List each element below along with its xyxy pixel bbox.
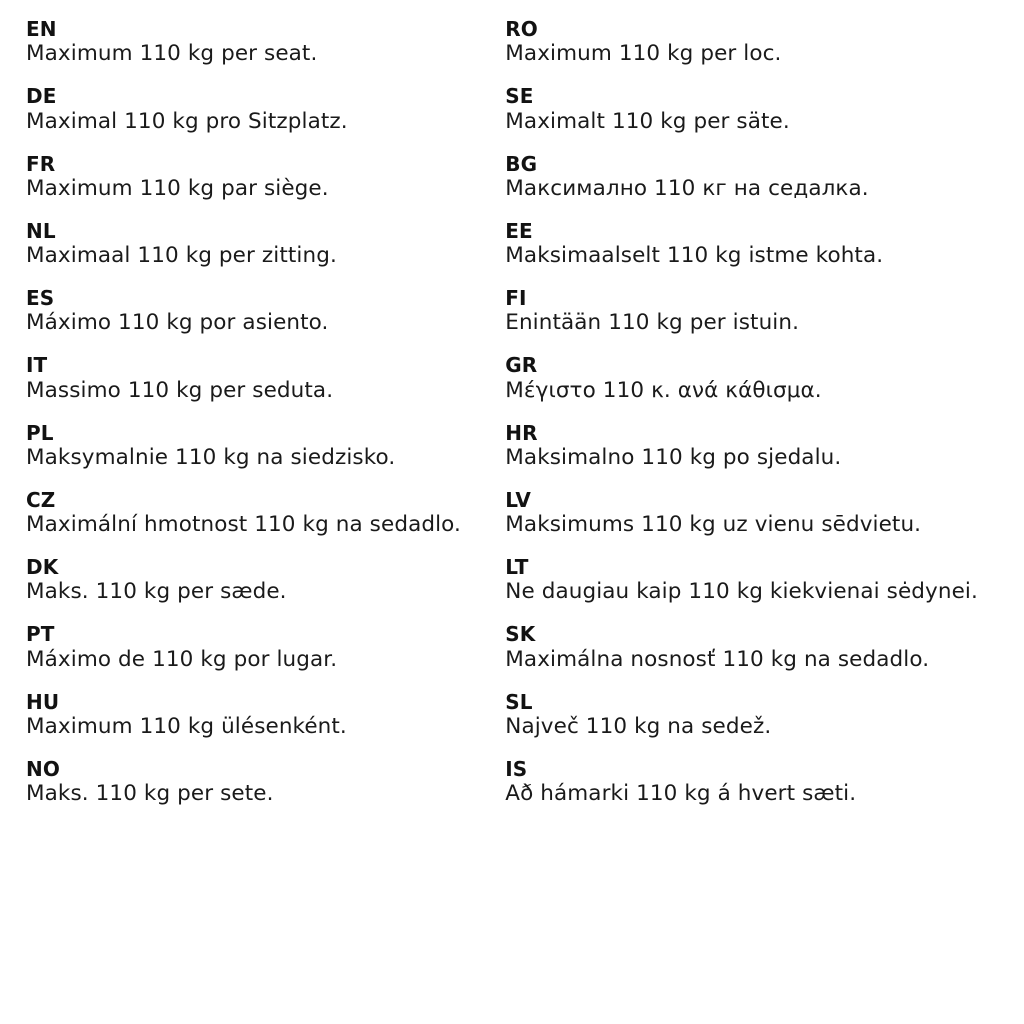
language-entry [505,556,998,605]
language-entry [505,220,998,269]
language-text: Maximalt 110 kg per säte. [505,108,790,134]
language-text: Maksimalno 110 kg po sjedalu. [505,444,842,470]
language-text: Maximum 110 kg per seat. [26,41,318,67]
language-entry [26,623,499,672]
language-code: DK [26,555,59,579]
language-entry [505,18,998,67]
language-entry [505,354,998,403]
language-entry [26,18,499,67]
language-entry [26,556,499,605]
language-code: IT [26,353,48,378]
language-code: CZ [26,487,56,512]
language-text: Maksymalnie 110 kg na siedzisko. [26,444,396,470]
language-code: PL [26,420,54,445]
language-entry [26,691,499,740]
language-text: Maksimums 110 kg uz vienu sēdvietu. [505,512,922,538]
language-entry [26,220,499,269]
language-text: Máximo de 110 kg por lugar. [26,646,338,672]
language-text: Maximální hmotnost 110 kg na sedadlo. [26,512,461,538]
language-entry [505,691,998,740]
language-code: ES [26,286,55,310]
language-entry [505,489,998,538]
language-text: Максимално 110 кг на седалка. [505,175,869,201]
language-entry [505,422,998,471]
language-entry [26,153,499,202]
language-code: SL [505,689,533,714]
language-entry [505,623,998,672]
language-code: LT [505,555,529,579]
language-text: Máximo 110 kg por asiento. [26,310,329,336]
language-text: Maximal 110 kg pro Sitzplatz. [26,108,348,134]
language-text: Maximum 110 kg per loc. [505,41,782,67]
language-code: FR [26,151,56,176]
language-entry [26,85,499,134]
language-code: RO [505,17,538,41]
language-text: Maks. 110 kg per sæde. [26,579,287,605]
language-entry [505,85,998,134]
language-text: Ne daugiau kaip 110 kg kiekvienai sėdynei. [505,579,978,605]
language-code: SK [505,622,536,647]
language-code: FI [505,286,527,310]
language-code: DE [26,84,57,109]
language-code: IS [505,756,528,781]
language-entry [505,153,998,202]
language-text: Enintään 110 kg per istuin. [505,310,800,336]
language-text: Maks. 110 kg per sete. [26,781,274,807]
language-text: Maximum 110 kg par siège. [26,175,329,201]
language-text: Maximum 110 kg ülésenként. [26,713,347,739]
language-entry [26,422,499,471]
language-code: GR [505,353,538,378]
language-code: EN [26,17,57,41]
language-entry [26,758,499,807]
language-code: BG [505,151,538,176]
language-text: Massimo 110 kg per seduta. [26,377,334,403]
language-code: NL [26,218,56,243]
language-entry [505,758,998,807]
language-code: HR [505,420,538,445]
language-text: Maksimaalselt 110 kg istme kohta. [505,243,884,269]
language-code: NO [26,756,60,781]
language-entry [26,489,499,538]
language-entry [26,354,499,403]
language-column-left [26,18,505,807]
language-text: Maximálna nosnosť 110 kg na sedadlo. [505,646,930,672]
language-entry [505,287,998,336]
language-code: LV [505,487,531,512]
language-text: Að hámarki 110 kg á hvert sæti. [505,781,857,807]
language-text: Maximaal 110 kg per zitting. [26,243,337,269]
language-column-right [505,18,998,807]
language-code: EE [505,218,533,243]
language-code: HU [26,689,60,714]
language-code: PT [26,622,55,647]
language-text: Največ 110 kg na sedež. [505,713,772,739]
language-code: SE [505,84,534,109]
language-entry [26,287,499,336]
language-text: Μέγιστο 110 κ. ανά κάθισμα. [505,377,822,403]
